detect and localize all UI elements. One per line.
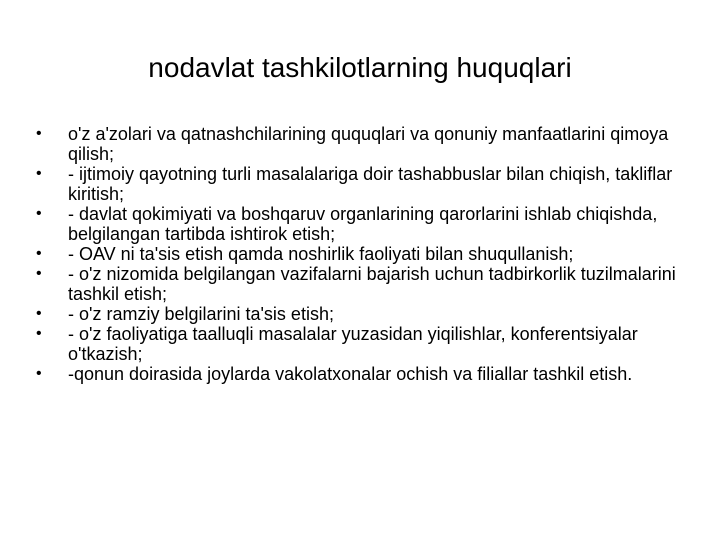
bullet-list [36, 124, 696, 384]
list-item-text: o'z a'zolari va qatnashchilarining ququqlari va qonuniy manfaatlarini qimoya qilish; [68, 124, 669, 164]
list-item [36, 364, 696, 384]
bullet-icon: • [36, 125, 42, 142]
bullet-icon: • [36, 165, 42, 182]
list-item-text: - OAV ni ta'sis etish qamda noshirlik faoliyati bilan shuqullanish; [68, 244, 574, 264]
bullet-icon: • [36, 365, 42, 382]
list-item-text: - ijtimoiy qayotning turli masalalariga doir tashabbuslar bilan chiqish, takliflar kiritish; [68, 164, 673, 204]
list-item-text: - davlat qokimiyati va boshqaruv organlarining qarorlarini ishlab chiqishda, belgilangan tartibda ishtirok etish; [68, 204, 658, 244]
bullet-icon: • [36, 325, 42, 342]
list-item [36, 304, 696, 324]
bullet-icon: • [36, 265, 42, 282]
bullet-icon: • [36, 205, 42, 222]
list-item [36, 124, 696, 164]
list-item [36, 164, 696, 204]
list-item [36, 244, 696, 264]
list-item [36, 264, 696, 304]
slide-title: nodavlat tashkilotlarning huquqlari [148, 52, 572, 83]
list-item-text: -qonun doirasida joylarda vakolatxonalar ochish va filiallar tashkil etish. [68, 364, 633, 384]
list-item-text: - o'z faoliyatiga taalluqli masalalar yuzasidan yiqilishlar, konferentsiyalar o'tkazish; [68, 324, 638, 364]
bullet-icon: • [36, 245, 42, 262]
bullet-icon: • [36, 305, 42, 322]
list-item-text: - o'z nizomida belgilangan vazifalarni bajarish uchun tadbirkorlik tuzilmalarini tashkil etish; [68, 264, 676, 304]
list-item-text: - o'z ramziy belgilarini ta'sis etish; [68, 304, 334, 324]
list-item [36, 324, 696, 364]
list-item [36, 204, 696, 244]
